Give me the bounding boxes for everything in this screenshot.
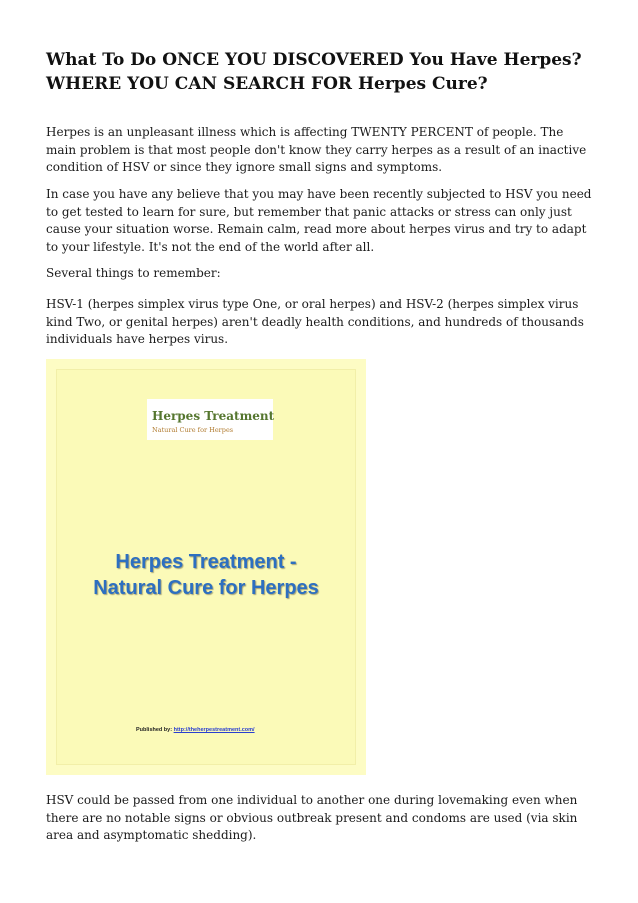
paragraph-remember: Several things to remember: xyxy=(46,266,221,280)
paragraph-transmission: HSV could be passed from one individual to another one during lovemaking even when there are no notable signs or obvious outbreak present and condoms are used (via skin area and asymptomatic shedding). xyxy=(46,793,578,843)
paragraph-advice: In case you have any believe that you may have been recently subjected to HSV you need to get tested to learn for sure, but remember that panic attacks or stress can only just cause your situation worse. Remain calm, read more about herpes virus and try to adapt to your lifestyle. It's not the end of the world after all. xyxy=(46,187,592,254)
cover-title-line-2: Natural Cure for Herpes xyxy=(93,577,319,599)
cover-published-label: Published by: xyxy=(136,727,173,733)
cover-published-link[interactable]: http://theherpestreatment.com/ xyxy=(173,727,255,733)
cover-title xyxy=(56,549,356,601)
title-line-2: WHERE YOU CAN SEARCH FOR Herpes Cure? xyxy=(46,73,488,94)
paragraph-intro: Herpes is an unpleasant illness which is affecting TWENTY PERCENT of people. The main problem is that most people don't know they carry herpes as a result of an inactive condition of HSV or since they ignore small signs and symptoms. xyxy=(46,125,587,175)
page-title xyxy=(46,49,594,96)
cover-publisher xyxy=(136,727,255,733)
book-cover-image xyxy=(46,359,366,775)
book-cover-inner xyxy=(56,369,356,765)
cover-title-line-1: Herpes Treatment - xyxy=(115,551,297,573)
cover-logo-subtitle: Natural Cure for Herpes xyxy=(152,426,234,434)
paragraph-hsv-types: HSV-1 (herpes simplex virus type One, or oral herpes) and HSV-2 (herpes simplex virus kind Two, or genital herpes) aren't deadly health conditions, and hundreds of thousands individuals have herpes virus. xyxy=(46,297,584,347)
cover-logo xyxy=(147,399,273,440)
cover-logo-title: Herpes Treatment xyxy=(152,409,275,423)
title-line-1: What To Do ONCE YOU DISCOVERED You Have Herpes? xyxy=(46,50,582,70)
